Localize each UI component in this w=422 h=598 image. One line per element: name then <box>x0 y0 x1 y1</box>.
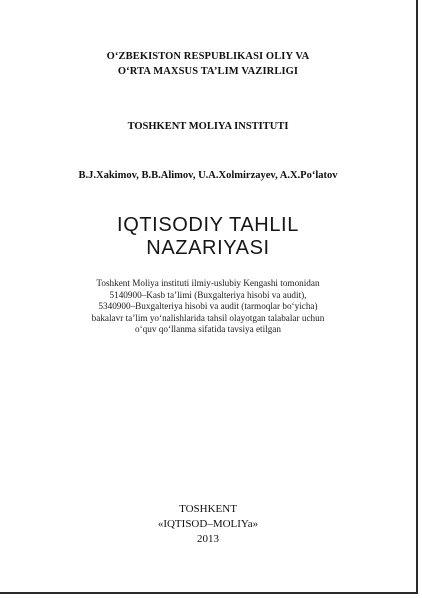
title-line-1: IQTISODIY TAHLIL <box>117 214 299 236</box>
approval-line-1: Toshkent Moliya instituti ilmiy-uslubiy Kengashi tomonidan <box>96 278 320 288</box>
approval-line-2: 5140900–Kasb ta’limi (Buxgalteriya hisobi va audit), <box>109 289 307 300</box>
ministry-heading <box>0 49 416 79</box>
imprint-year: 2013 <box>197 533 219 545</box>
ministry-line-1: O‘ZBEKISTON RESPUBLIKASI OLIY VA <box>106 51 310 62</box>
authors-line <box>0 168 416 183</box>
imprint-city: TOSHKENT <box>179 503 237 515</box>
page-edge-bottom <box>0 592 418 594</box>
approval-line-4: bakalavr ta’lim yo‘nalishlarida tahsil olayotgan talabalar uchun <box>91 312 325 323</box>
imprint-publisher: «IQTISOD–MOLIYa» <box>157 518 259 530</box>
approval-line-5: o‘quv qo‘llanma sifatida tavsiya etilgan <box>135 324 281 335</box>
title-line-2: NAZARIYASI <box>146 237 270 259</box>
approval-line-3: 5340900–Buxgalteriya hisobi va audit (tarmoqlar bo‘yicha) <box>98 301 318 312</box>
institute-name <box>0 119 416 134</box>
authors-text: B.J.Xakimov, B.B.Alimov, U.A.Xolmirzayev, A.X.Po‘latov <box>78 170 338 181</box>
ministry-line-2: O‘RTA MAXSUS TA’LIM VAZIRLIGI <box>117 66 299 77</box>
page-edge-right <box>416 0 418 594</box>
book-title <box>0 214 416 260</box>
imprint <box>0 502 416 547</box>
approval-paragraph <box>0 278 416 336</box>
institute-line: TOSHKENT MOLIYA INSTITUTI <box>127 121 289 132</box>
